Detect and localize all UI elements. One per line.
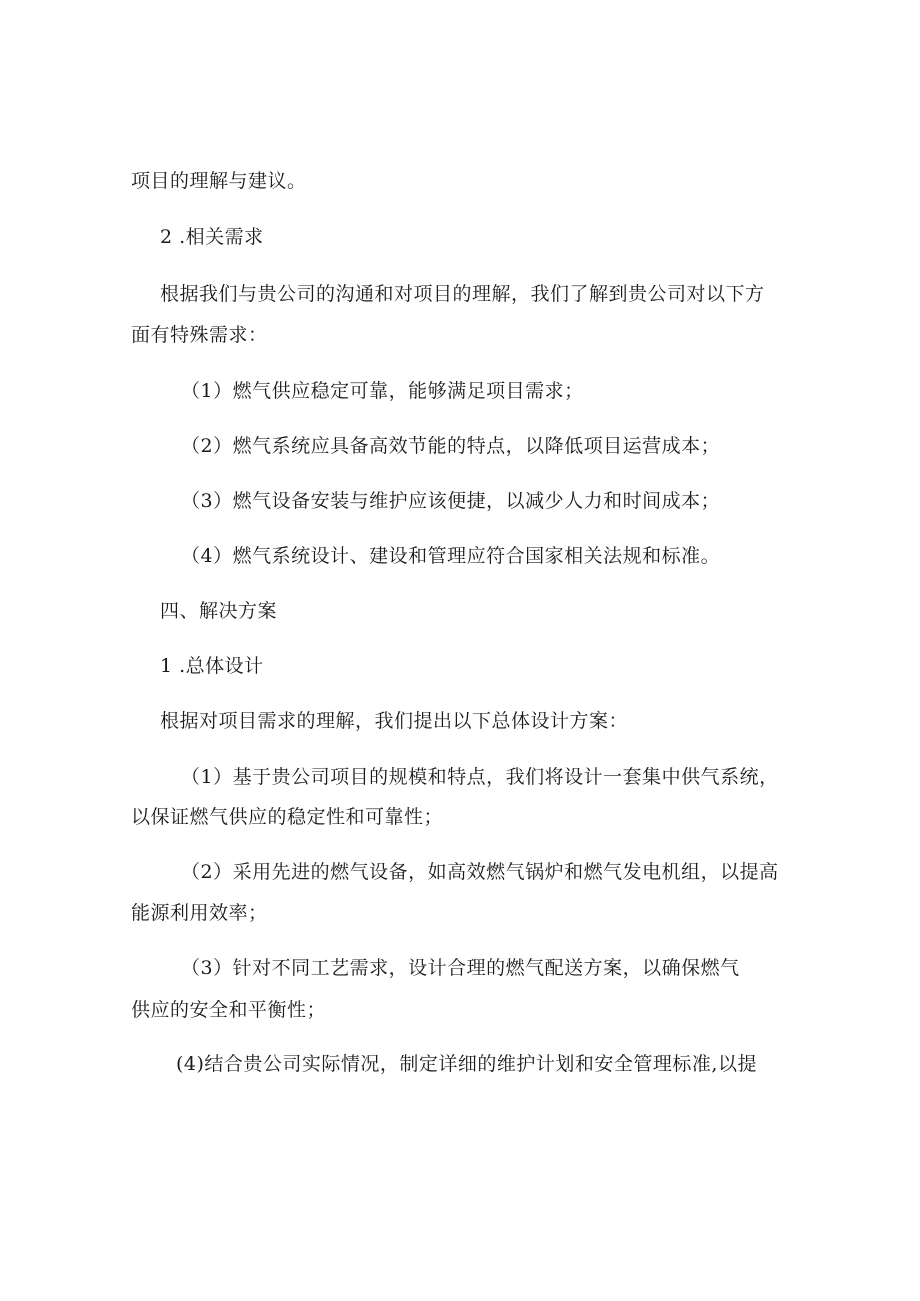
- paragraph-needs-intro: 根据我们与贵公司的沟通和对项目的理解，我们了解到贵公司对以下方: [160, 283, 765, 305]
- list-item-design-4: (4)结合贵公司实际情况，制定详细的维护计划和安全管理标准,以提: [176, 1053, 757, 1075]
- list-item-need-4: （4）燃气系统设计、建设和管理应符合国家相关法规和标准。: [181, 545, 721, 567]
- paragraph-design-intro: 根据对项目需求的理解，我们提出以下总体设计方案：: [160, 710, 629, 732]
- list-item-need-2: （2）燃气系统应具备高效节能的特点，以降低项目运营成本；: [181, 435, 721, 457]
- list-item-design-3-cont: 供应的安全和平衡性；: [131, 999, 327, 1021]
- subsection-heading-overall-design: 1 .总体设计: [160, 655, 264, 677]
- list-item-design-2: （2）采用先进的燃气设备，如高效燃气锅炉和燃气发电机组，以提高: [181, 861, 779, 883]
- list-item-design-1: （1）基于贵公司项目的规模和特点，我们将设计一套集中供气系统，: [181, 766, 779, 788]
- paragraph-continuation: 项目的理解与建议。: [131, 170, 307, 192]
- list-item-design-3: （3）针对不同工艺需求，设计合理的燃气配送方案，以确保燃气: [181, 957, 740, 979]
- section-heading-related-needs: 2 .相关需求: [160, 226, 264, 248]
- section-heading-solution: 四、解决方案: [160, 600, 278, 622]
- paragraph-needs-intro-cont: 面有特殊需求：: [131, 324, 268, 346]
- list-item-need-1: （1）燃气供应稳定可靠，能够满足项目需求；: [181, 380, 584, 402]
- list-item-need-3: （3）燃气设备安装与维护应该便捷，以减少人力和时间成本；: [181, 490, 721, 512]
- list-item-design-1-cont: 以保证燃气供应的稳定性和可靠性；: [131, 806, 444, 828]
- list-item-design-2-cont: 能源利用效率；: [131, 902, 268, 924]
